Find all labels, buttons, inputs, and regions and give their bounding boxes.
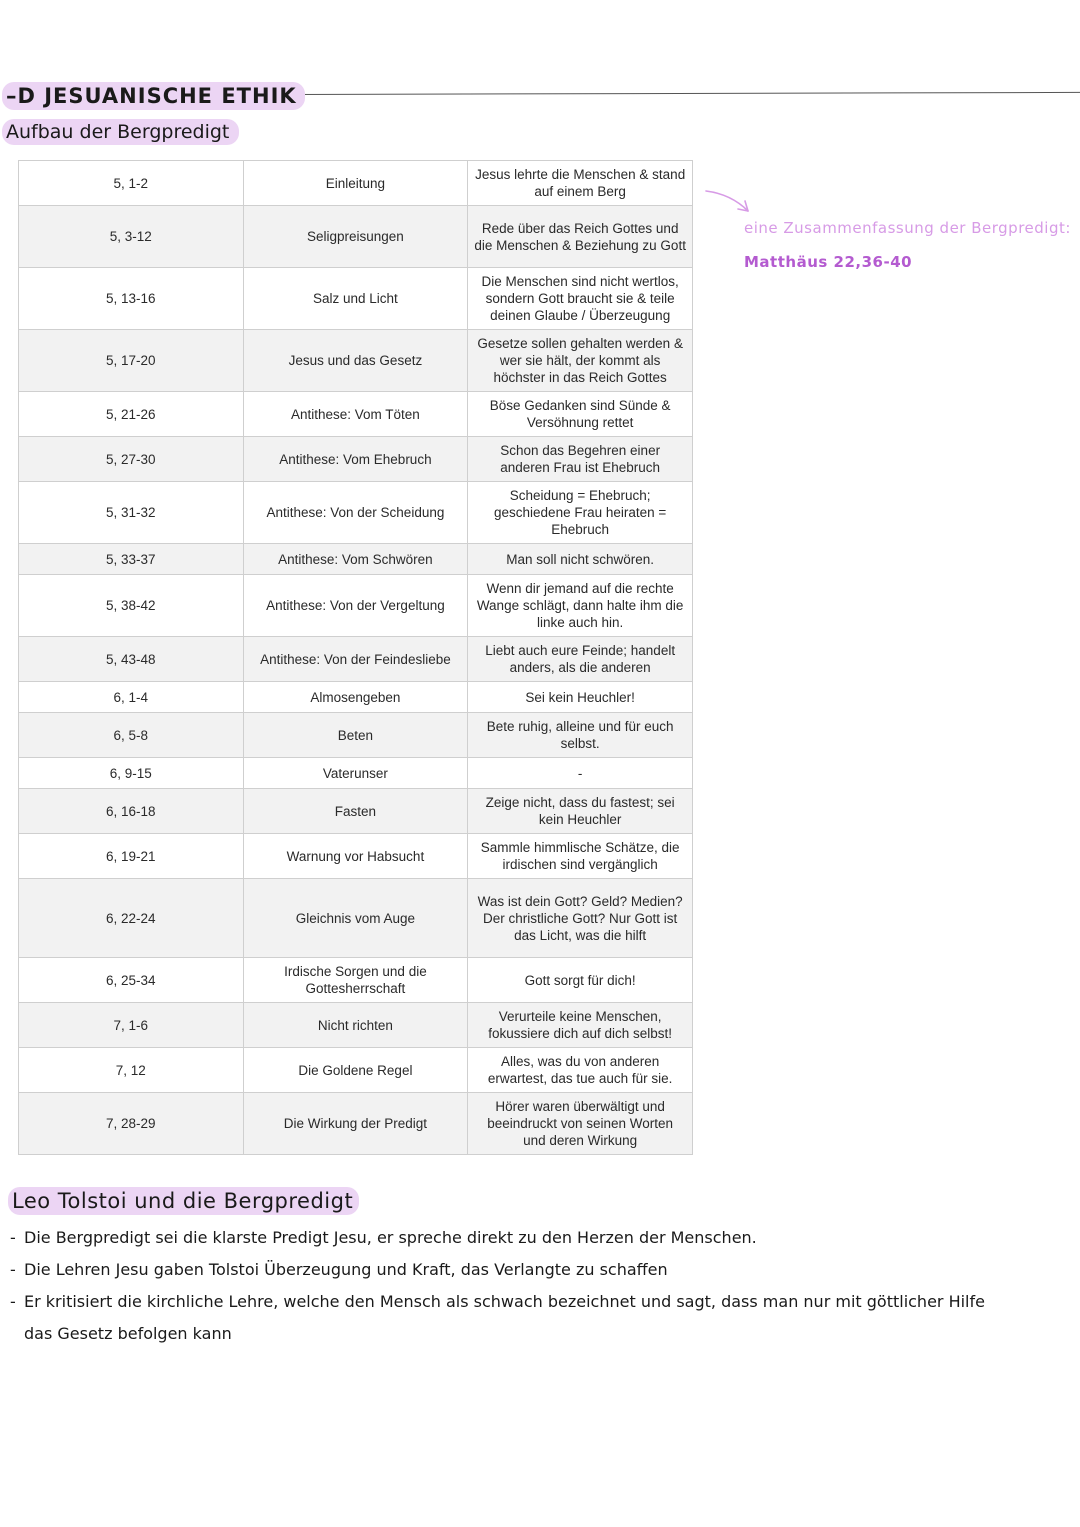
table-cell-reference: 6, 1-4 [19, 682, 244, 713]
table-row [19, 789, 693, 834]
table-cell-topic: Die Goldene Regel [243, 1048, 468, 1093]
table-cell-topic: Antithese: Von der Vergeltung [243, 575, 468, 637]
table-cell-topic: Seligpreisungen [243, 206, 468, 268]
bullet-text: Die Bergpredigt sei die klarste Predigt Jesu, er spreche direkt zu den Herzen der Menschen. [24, 1228, 757, 1247]
table-cell-summary: Rede über das Reich Gottes und die Menschen & Beziehung zu Gott [468, 206, 693, 268]
table-cell-reference: 6, 5-8 [19, 713, 244, 758]
table-cell-summary: Liebt auch eure Feinde; handelt anders, als die anderen [468, 637, 693, 682]
side-note: eine Zusammenfassung der Bergpredigt: [744, 219, 1071, 237]
section-title-tolstoi: Leo Tolstoi und die Bergpredigt [8, 1187, 359, 1215]
table-row [19, 758, 693, 789]
table-cell-summary: Scheidung = Ehebruch; geschiedene Frau heiraten = Ehebruch [468, 482, 693, 544]
bullet-text-continuation: das Gesetz befolgen kann [24, 1324, 232, 1343]
table-cell-topic: Antithese: Von der Scheidung [243, 482, 468, 544]
table-row [19, 482, 693, 544]
table-cell-topic: Salz und Licht [243, 268, 468, 330]
table-cell-summary: Jesus lehrte die Menschen & stand auf einem Berg [468, 161, 693, 206]
table-cell-reference: 7, 28-29 [19, 1093, 244, 1155]
table-cell-summary: Alles, was du von anderen erwartest, das tue auch für sie. [468, 1048, 693, 1093]
table-cell-topic: Irdische Sorgen und die Gottesherrschaft [243, 958, 468, 1003]
table-row [19, 206, 693, 268]
table-cell-topic: Antithese: Vom Töten [243, 392, 468, 437]
table-cell-reference: 5, 13-16 [19, 268, 244, 330]
table-cell-summary: Was ist dein Gott? Geld? Medien? Der christliche Gott? Nur Gott ist das Licht, was die hilft [468, 879, 693, 958]
table-cell-topic: Gleichnis vom Auge [243, 879, 468, 958]
table-cell-topic: Vaterunser [243, 758, 468, 789]
table-cell-summary: - [468, 758, 693, 789]
title-rule [250, 92, 1080, 95]
table-row [19, 1048, 693, 1093]
tolstoi-bullet-list [10, 1222, 1050, 1350]
table-row [19, 713, 693, 758]
side-note-reference: Matthäus 22,36-40 [744, 253, 913, 271]
table-row [19, 575, 693, 637]
table-cell-topic: Antithese: Von der Feindesliebe [243, 637, 468, 682]
table-row [19, 1003, 693, 1048]
table-row [19, 637, 693, 682]
table-cell-reference: 6, 19-21 [19, 834, 244, 879]
table-cell-topic: Antithese: Vom Schwören [243, 544, 468, 575]
table-cell-reference: 5, 43-48 [19, 637, 244, 682]
table-cell-summary: Die Menschen sind nicht wertlos, sondern Gott braucht sie & teile deinen Glaube / Überzeugung [468, 268, 693, 330]
table-cell-reference: 6, 9-15 [19, 758, 244, 789]
table-cell-summary: Zeige nicht, dass du fastest; sei kein Heuchler [468, 789, 693, 834]
table-cell-topic: Nicht richten [243, 1003, 468, 1048]
table-cell-topic: Antithese: Vom Ehebruch [243, 437, 468, 482]
table-row [19, 161, 693, 206]
table-cell-reference: 5, 3-12 [19, 206, 244, 268]
table-cell-reference: 5, 17-20 [19, 330, 244, 392]
table-cell-reference: 5, 38-42 [19, 575, 244, 637]
table-row [19, 544, 693, 575]
table-cell-reference: 5, 33-37 [19, 544, 244, 575]
table-cell-reference: 6, 25-34 [19, 958, 244, 1003]
table-cell-topic: Almosengeben [243, 682, 468, 713]
page-title: –D JESUANISCHE ETHIK [2, 82, 305, 110]
table-row [19, 1093, 693, 1155]
table-cell-reference: 5, 31-32 [19, 482, 244, 544]
table-cell-reference: 7, 12 [19, 1048, 244, 1093]
table-cell-topic: Fasten [243, 789, 468, 834]
bullet-dash: - [10, 1228, 16, 1247]
table-cell-summary: Man soll nicht schwören. [468, 544, 693, 575]
arrow-icon [702, 185, 752, 217]
table-cell-summary: Verurteile keine Menschen, fokussiere dich auf dich selbst! [468, 1003, 693, 1048]
table-cell-topic: Beten [243, 713, 468, 758]
table-cell-summary: Böse Gedanken sind Sünde & Versöhnung rettet [468, 392, 693, 437]
table-cell-summary: Gesetze sollen gehalten werden & wer sie hält, der kommt als höchster in das Reich Gottes [468, 330, 693, 392]
bullet-text: Er kritisiert die kirchliche Lehre, welche den Mensch als schwach bezeichnet und sagt, dass man nur mit göttlicher Hilfe [24, 1292, 985, 1311]
table-row [19, 330, 693, 392]
bergpredigt-table [18, 160, 693, 1155]
table-row [19, 268, 693, 330]
table-row [19, 682, 693, 713]
table-cell-topic: Warnung vor Habsucht [243, 834, 468, 879]
bullet-text: Die Lehren Jesu gaben Tolstoi Überzeugung und Kraft, das Verlangte zu schaffen [24, 1260, 668, 1279]
table-cell-summary: Sei kein Heuchler! [468, 682, 693, 713]
list-item [10, 1222, 1050, 1254]
table-cell-summary: Bete ruhig, alleine und für euch selbst. [468, 713, 693, 758]
table-cell-topic: Jesus und das Gesetz [243, 330, 468, 392]
table-row [19, 392, 693, 437]
table-cell-reference: 7, 1-6 [19, 1003, 244, 1048]
table-cell-reference: 6, 16-18 [19, 789, 244, 834]
bullet-dash: - [10, 1292, 16, 1311]
table-cell-topic: Die Wirkung der Predigt [243, 1093, 468, 1155]
table-cell-summary: Gott sorgt für dich! [468, 958, 693, 1003]
table-cell-reference: 5, 21-26 [19, 392, 244, 437]
bullet-dash: - [10, 1260, 16, 1279]
table-cell-summary: Schon das Begehren einer anderen Frau ist Ehebruch [468, 437, 693, 482]
page-subtitle: Aufbau der Bergpredigt [2, 119, 239, 145]
table-row [19, 958, 693, 1003]
table-row [19, 834, 693, 879]
table-row [19, 437, 693, 482]
table-cell-reference: 5, 1-2 [19, 161, 244, 206]
table-cell-summary: Wenn dir jemand auf die rechte Wange schlägt, dann halte ihm die linke auch hin. [468, 575, 693, 637]
list-item [10, 1254, 1050, 1286]
table-row [19, 879, 693, 958]
list-item [10, 1286, 1050, 1350]
table-cell-reference: 6, 22-24 [19, 879, 244, 958]
table-cell-reference: 5, 27-30 [19, 437, 244, 482]
table-cell-summary: Hörer waren überwältigt und beeindruckt von seinen Worten und deren Wirkung [468, 1093, 693, 1155]
table-cell-summary: Sammle himmlische Schätze, die irdischen sind vergänglich [468, 834, 693, 879]
table-cell-topic: Einleitung [243, 161, 468, 206]
